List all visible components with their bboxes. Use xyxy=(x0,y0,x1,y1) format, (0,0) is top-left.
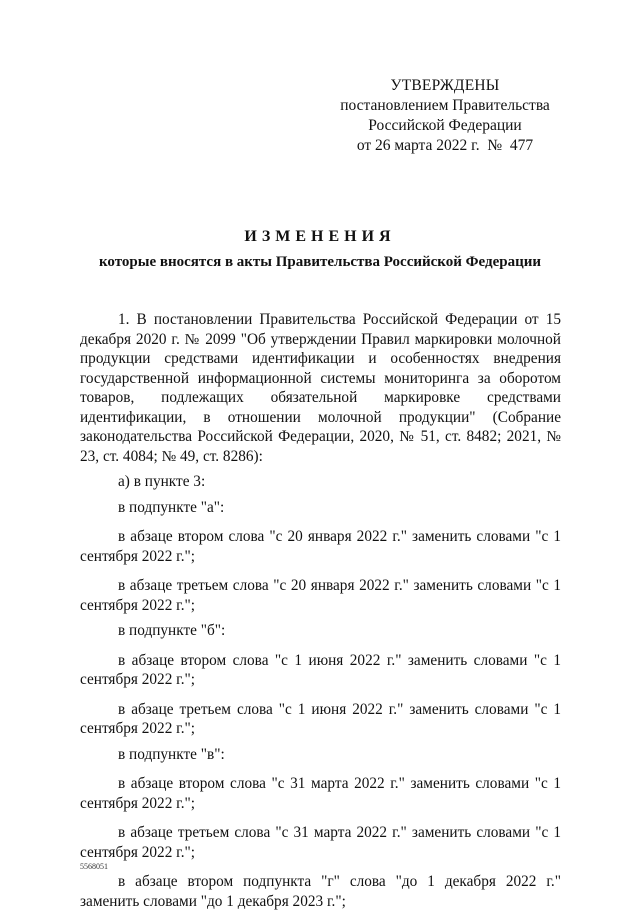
paragraph: в абзаце третьем слова "с 20 января 2022 г." заменить словами "с 1 сентября 2022 г."; xyxy=(80,577,561,614)
document-title: ИЗМЕНЕНИЯ xyxy=(244,228,396,245)
approval-date-number: от 26 марта 2022 г. № 477 xyxy=(356,137,534,154)
approval-line-3: Российской Федерации xyxy=(368,117,522,134)
approval-stamp xyxy=(330,76,560,156)
paragraph: в абзаце втором подпункта "г" слова "до 1 декабря 2022 г." заменить словами "до 1 декабря 2023 г."; xyxy=(80,873,561,910)
paragraph: а) в пункте 3: xyxy=(118,473,206,490)
paragraph: в подпункте "б": xyxy=(118,622,226,639)
paragraph: в абзаце третьем слова "с 31 марта 2022 г." заменить словами "с 1 сентября 2022 г."; xyxy=(80,824,561,861)
paragraph: в абзаце втором слова "с 31 марта 2022 г." заменить словами "с 1 сентября 2022 г."; xyxy=(80,775,561,812)
approval-line-2: постановлением Правительства xyxy=(340,97,550,114)
document-subtitle: которые вносятся в акты Правительства Российской Федерации xyxy=(98,254,542,270)
paragraph: в подпункте "в": xyxy=(118,745,225,763)
document-body xyxy=(80,310,561,911)
paragraph: в абзаце третьем слова "с 1 июня 2022 г." заменить словами "с 1 сентября 2022 г."; xyxy=(80,700,561,737)
approval-heading: УТВЕРЖДЕНЫ xyxy=(390,77,500,94)
paragraph: в абзаце втором слова "с 1 июня 2022 г." заменить словами "с 1 сентября 2022 г."; xyxy=(80,651,561,688)
document-code: 5568051 xyxy=(80,862,108,871)
paragraph: в абзаце втором слова "с 20 января 2022 г." заменить словами "с 1 сентября 2022 г."; xyxy=(80,528,561,565)
paragraph: 1. В постановлении Правительства Российской Федерации от 15 декабря 2020 г. № 2099 "Об утверждении Правил маркировки молочной продукции средствами идентификации и особенностях внедрения государственной информационной системы мониторинга за оборотом товаров, подлежащих обязательной маркировке средствами идентификации, в отношении молочной продукции" (Собрание законодательства Российской Федерации, 2020, № 51, ст. 8482; 2021, № 23, ст. 4084; № 49, ст. 8286): xyxy=(80,311,561,465)
paragraph: в подпункте "а": xyxy=(118,498,225,516)
